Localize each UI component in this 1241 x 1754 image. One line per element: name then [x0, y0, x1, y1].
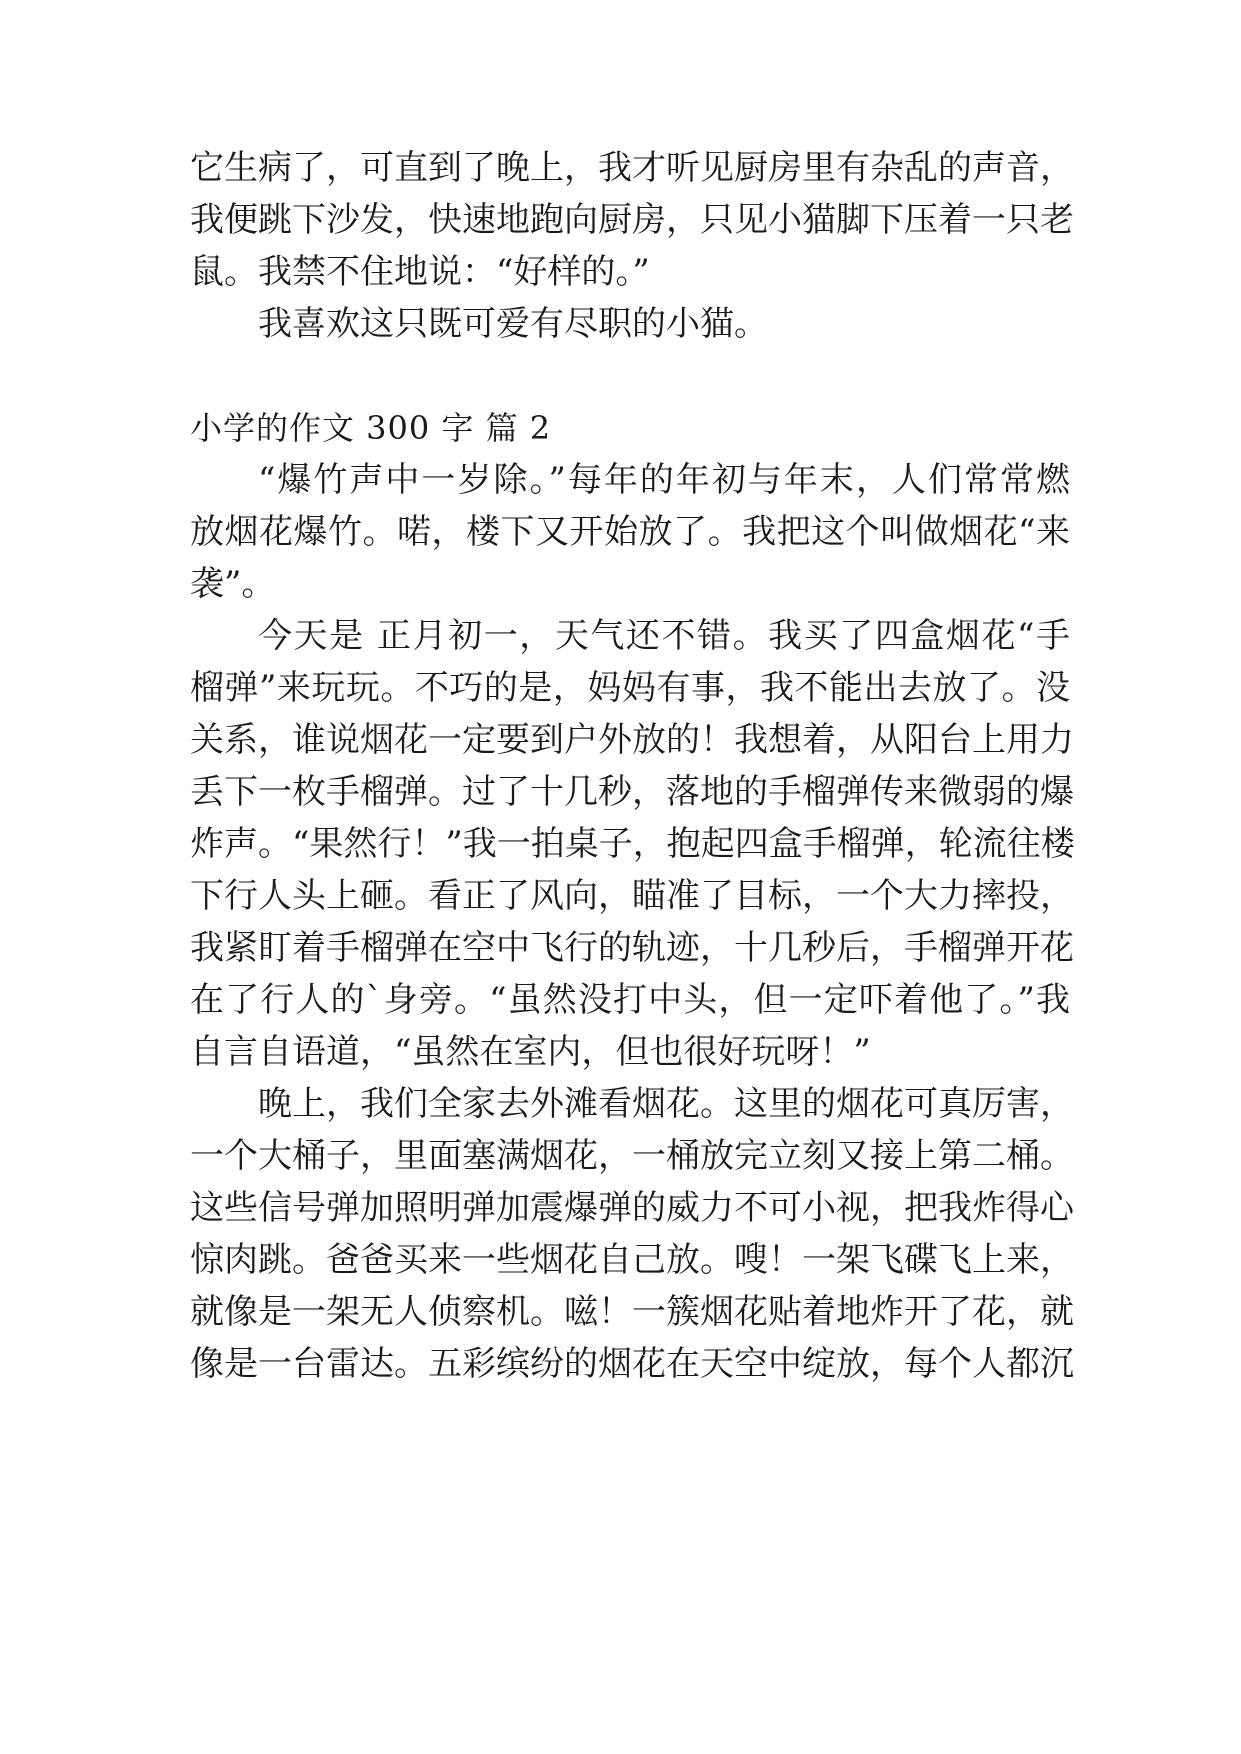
paragraph-line: “爆竹声中一岁除。”每年的年初与年末，人们常常燃	[258, 460, 1070, 500]
paragraph-line: 像是一台雷达。五彩缤纷的烟花在天空中绽放，每个人都沉	[190, 1344, 1074, 1384]
paragraph-line: 炸声。“果然行！”我一拍桌子，抱起四盒手榴弹，轮流往楼	[190, 824, 1075, 864]
paragraph-line: 惊肉跳。爸爸买来一些烟花自己放。嗖！一架飞碟飞上来，	[190, 1240, 1074, 1280]
paragraph-line: 我紧盯着手榴弹在空中飞行的轨迹，十几秒后，手榴弹开花	[190, 928, 1074, 968]
paragraph-line: 关系，谁说烟花一定要到户外放的！我想着，从阳台上用力	[190, 720, 1074, 760]
paragraph-line: 一个大桶子，里面塞满烟花，一桶放完立刻又接上第二桶。	[190, 1136, 1074, 1176]
paragraph-line: 就像是一架无人侦察机。嗞！一簇烟花贴着地炸开了花，就	[190, 1292, 1074, 1332]
paragraph-line: 我便跳下沙发，快速地跑向厨房，只见小猫脚下压着一只老	[190, 200, 1074, 240]
paragraph-line: 今天是 正月初一，天气还不错。我买了四盒烟花“手	[258, 616, 1070, 656]
paragraph-line: 丢下一枚手榴弹。过了十几秒，落地的手榴弹传来微弱的爆	[190, 772, 1074, 812]
paragraph-line: 我喜欢这只既可爱有尽职的小猫。	[258, 304, 768, 344]
paragraph-line: 鼠。我禁不住地说：“好样的。”	[190, 252, 650, 292]
paragraph-line: 榴弹”来玩玩。不巧的是，妈妈有事，我不能出去放了。没	[190, 668, 1070, 708]
paragraph-line: 这些信号弹加照明弹加震爆弹的威力不可小视，把我炸得心	[190, 1188, 1074, 1228]
paragraph-line: 它生病了，可直到了晚上，我才听见厨房里有杂乱的声音，	[190, 148, 1074, 188]
paragraph-line: 晚上，我们全家去外滩看烟花。这里的烟花可真厉害，	[258, 1084, 1074, 1124]
paragraph-line: 下行人头上砸。看正了风向，瞄准了目标，一个大力摔投，	[190, 876, 1074, 916]
paragraph-line: 袭”。	[190, 564, 276, 604]
paragraph-line: 放烟花爆竹。喏，楼下又开始放了。我把这个叫做烟花“来	[190, 512, 1070, 552]
paragraph-line: 自言自语道，“虽然在室内，但也很好玩呀！”	[190, 1032, 871, 1072]
section-heading: 小学的作文 300 字 篇 2	[190, 409, 552, 447]
paragraph-line: 在了行人的`身旁。“虽然没打中头，但一定吓着他了。”我	[190, 980, 1070, 1020]
